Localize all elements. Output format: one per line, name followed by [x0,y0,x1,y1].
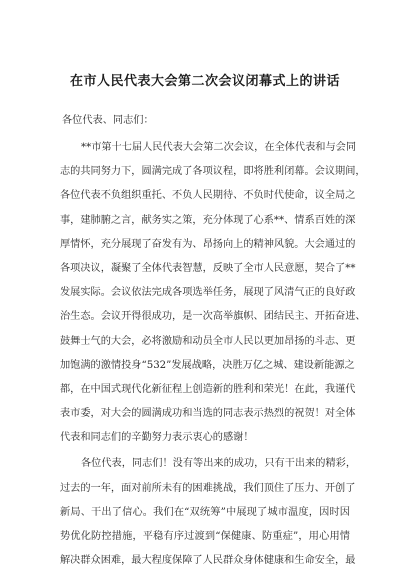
text-line: 厚情怀，充分展现了奋发有为、昂扬向上的精神风貌。大会通过的 [60,238,356,250]
text-line: 志的共同努力下，圆满完成了各项议程，即将胜利闭幕。会议期间， [60,166,366,178]
text-line: 发展实际。会议依法完成各项选举任务，展现了风清气正的良好政 [60,287,356,299]
paragraph-1 [60,136,366,450]
text-line: 过去的一年，面对前所未有的困难挑战，我们顶住了压力、开创了 [60,482,356,494]
text-line: 表市委，对大会的圆满成功和当选的同志表示热烈的祝贺！对全体 [60,408,356,420]
text-line: 各位代表，同志们！没有等出来的成功，只有干出来的精彩， [81,458,357,470]
text-line: 解决群众困难，最大程度保障了人民群众身体健康和生命安全，最 [60,555,356,567]
text-line: 新局、干出了信心。我们在“双统筹”中展现了城市温度，因时因 [60,506,350,518]
text-line: **市第十七届人民代表大会第二次会议，在全体代表和与会同 [81,142,357,153]
text-line: 各位代表不负组织重托、不负人民期待、不负时代使命，议全局之 [60,190,356,202]
paragraph-2 [60,452,357,573]
text-line: 事，建肺腑之言，献务实之策，充分体现了心系**、情系百姓的深 [60,214,356,226]
salutation: 各位代表、同志们： [62,115,154,126]
text-line: 都，在中国式现代化新征程上创造新的胜利和荣光！在此，我谨代 [60,383,356,395]
text-line: 加饱满的激情投身“532”发展战略，决胜万亿之城、建设新能源之 [60,359,355,371]
text-line: 各项决议，凝聚了全体代表智慧，反映了全市人民意愿，契合了** [60,262,356,274]
document-title: 在市人民代表大会第二次会议闭幕式上的讲话 [69,74,340,89]
text-line: 势优化防控措施，平稳有序过渡到“保健康、防重症”，用心用情 [60,531,350,542]
text-line: 鼓舞士气的大会，必将激励和动员全市人民以更加昂扬的斗志、更 [60,335,356,347]
text-line: 治生态。会议开得很成功，是一次高举旗帜、团结民主、开拓奋进、 [60,311,366,323]
text-line: 代表和同志们的辛勤努力表示衷心的感谢！ [60,432,254,444]
